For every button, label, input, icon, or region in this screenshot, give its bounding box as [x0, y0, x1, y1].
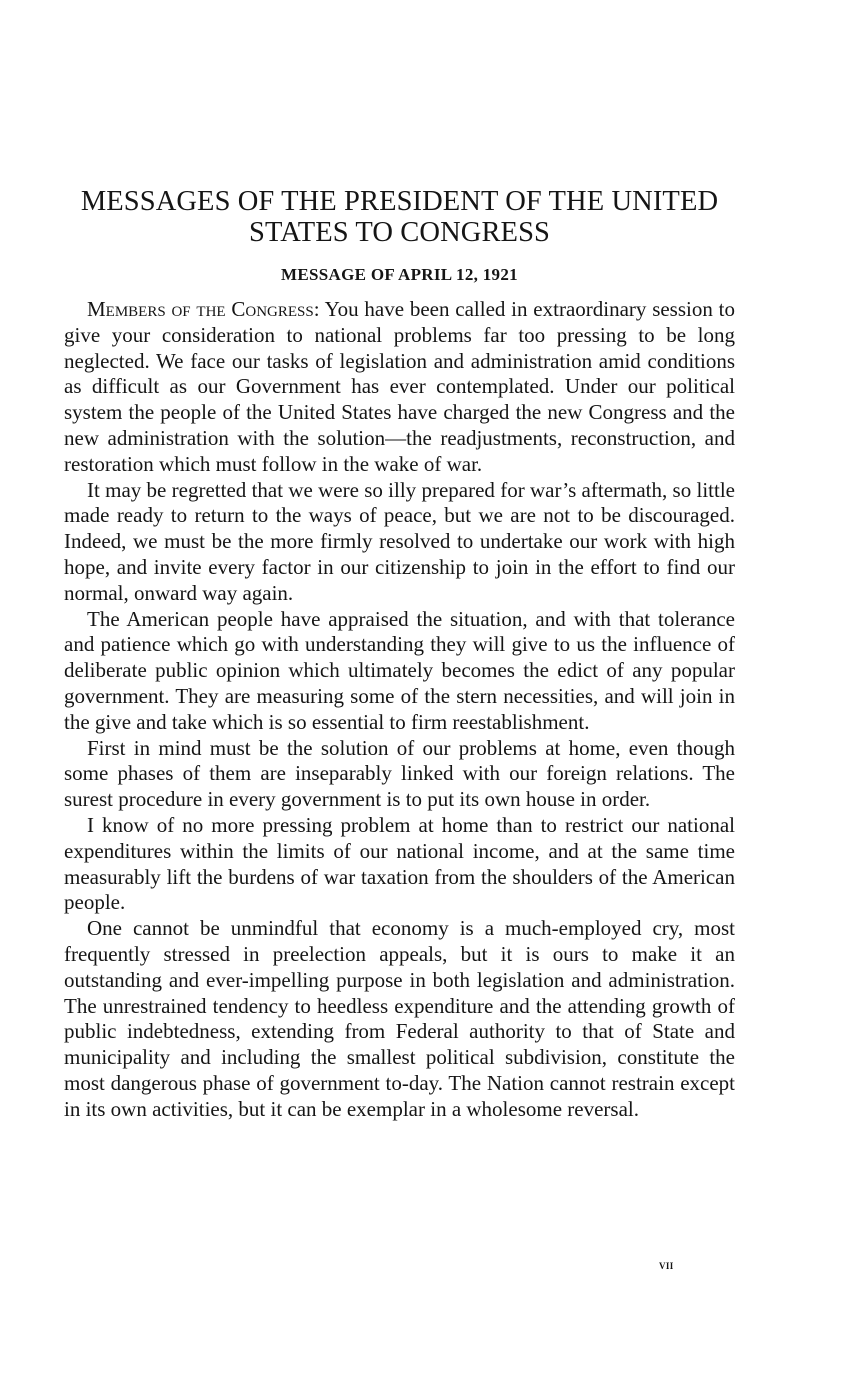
message-date-heading: MESSAGE OF APRIL 12, 1921	[281, 265, 518, 284]
message-body	[64, 297, 735, 1123]
paragraph-2: It may be regretted that we were so illy prepared for war’s aftermath, so little made ready to return to the ways of peace, but we are not to be discouraged. Indeed, we must be the more firmly resolved to undertake our work with high hope, and invite every factor in our citizenship to join in the effort to find our normal, onward way again.	[64, 477, 735, 605]
paragraph-4: First in mind must be the solution of our problems at home, even though some phases of them are inseparably linked with our foreign relations. The surest procedure in every government is to put its own house in order.	[64, 735, 735, 812]
page-number: vii	[659, 1257, 674, 1272]
paragraph-6: One cannot be unmindful that economy is a much-employed cry, most frequently stressed in preelection appeals, but it is ours to make it an outstanding and ever-impelling purpose in both legislation and administration. The unrestrained tendency to heedless expenditure and the attending growth of public indebtedness, extending from Federal authority to that of State and municipality and including the smallest political subdivision, constitute the most dangerous phase of government to-day. The Nation cannot restrain except in its own activities, but it can be exemplar in a wholesome reversal.	[64, 916, 735, 1121]
document-page	[64, 186, 735, 1123]
paragraph-1-text: : You have been called in extraordinary session to give your consideration to national problems far too pressing to be long neglected. We face our tasks of legislation and administration amid conditions as difficult as our Government has ever contemplated. Under our political system the people of the United States have charged the new Congress and the new administration with the solution—the readjustments, reconstruction, and restoration which must follow in the wake of war.	[64, 297, 735, 476]
paragraph-5: I know of no more pressing problem at home than to restrict our national expenditures within the limits of our national income, and at the same time measurably lift the burdens of war taxation from the shoulders of the American people.	[64, 812, 735, 915]
paragraph-1	[64, 297, 735, 478]
page-title: MESSAGES OF THE PRESIDENT OF THE UNITED STATES TO CONGRESS	[80, 186, 719, 248]
paragraph-3: The American people have appraised the situation, and with that tolerance and patience which go with understanding they will give to us the influence of deliberate public opinion which ultimately becomes the edict of any popular government. They are measuring some of the stern necessities, and will join in the give and take which is so essential to firm reestablishment.	[64, 606, 735, 734]
salutation: Members of the Congress	[87, 297, 314, 321]
